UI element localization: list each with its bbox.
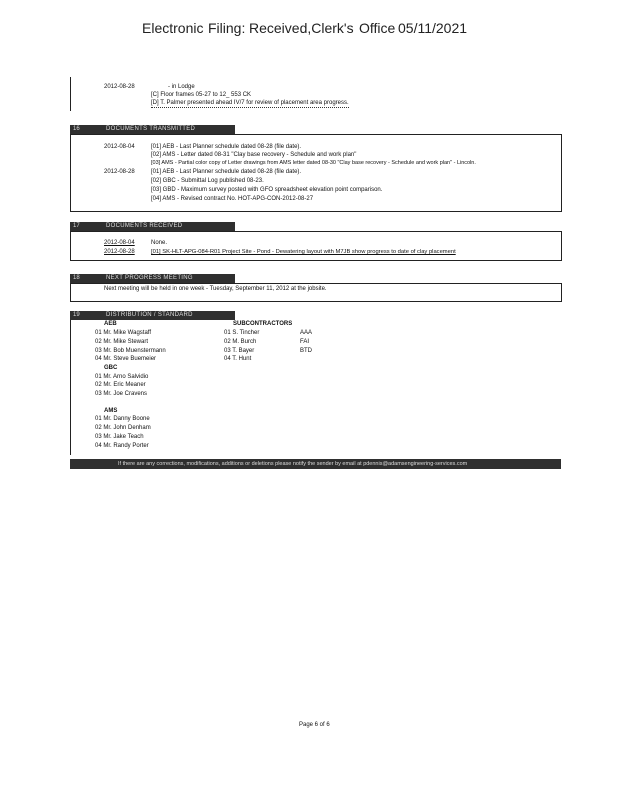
section-16-box xyxy=(70,134,562,212)
corrections-notice-text: If there are any corrections, modifications, additions or deletions please notify the sender by email at pdennis@adamsengineering-services.com xyxy=(118,461,468,467)
s18-text: Next meeting will be held in one week - Tuesday, September 11, 2012 at the jobsite. xyxy=(104,286,327,292)
aeb-heading: AEB xyxy=(104,321,117,327)
sub-person-4: 04 T. Hunt xyxy=(224,356,252,362)
aeb-person-3: 03 Mr. Bob Muenstermann xyxy=(95,348,166,354)
sub-org-2: FAI xyxy=(300,339,310,345)
section-16-header xyxy=(70,125,235,134)
section-19-title: DISTRIBUTION / STANDARD xyxy=(106,312,193,318)
header-word-filing: Filing: xyxy=(208,20,246,36)
aeb-person-2: 02 Mr. Mike Stewart xyxy=(95,339,149,345)
s16-item-7: [04] AMS - Revised contract No. HOT-APG-CON-2012-08-27 xyxy=(151,196,314,202)
sub-person-3: 03 T. Bayer xyxy=(224,348,255,354)
top-date: 2012-08-28 xyxy=(104,84,135,90)
header-word-electronic: Electronic xyxy=(142,20,204,36)
sub-org-3: BTD xyxy=(300,348,312,354)
s17-date-1: 2012-08-04 xyxy=(104,240,135,246)
s16-item-1: [01] AEB - Last Planner schedule dated 08-28 (file date). xyxy=(151,144,302,150)
section-16-title: DOCUMENTS TRANSMITTED xyxy=(106,126,196,132)
section-17-number: 17 xyxy=(73,223,80,229)
sub-person-2: 02 M. Burch xyxy=(224,339,257,345)
header-date: 05/11/2021 xyxy=(398,20,468,36)
top-line-3: [D] T. Palmer presented ahead IV/7 for review of placement area progress. xyxy=(151,100,349,106)
header-word-office: Office xyxy=(359,20,396,36)
section-19-header xyxy=(70,311,235,320)
s16-item-4: [01] AEB - Last Planner schedule dated 08-28 (file date). xyxy=(151,169,302,175)
top-line-1: - in Lodge xyxy=(168,84,195,90)
section-17-header xyxy=(70,222,235,231)
s16-item-2: [02] AMS - Letter dated 08-31 "Clay base recovery - Schedule and work plan" xyxy=(151,152,357,158)
section-18-header xyxy=(70,274,235,283)
s17-date-2: 2012-08-28 xyxy=(104,249,135,255)
s16-item-3: [03] AMS - Partial color copy of Letter drawings from AMS letter dated 08-30 "Clay base recovery - Schedule and work plan" - Lincoln. xyxy=(151,160,476,166)
ams-person-1: 01 Mr. Danny Boone xyxy=(95,416,150,422)
section-17-box xyxy=(70,231,562,261)
header-word-received: Received,Clerk's xyxy=(249,20,354,36)
gbc-person-2: 02 Mr. Eric Meaner xyxy=(95,382,146,388)
section-18-title: NEXT PROGRESS MEETING xyxy=(106,275,193,281)
s17-item-2: [01] SK-HLT-APG-084-R01 Project Site - Pond - Dewatering layout with M7JB show progress to date of clay placement xyxy=(151,249,456,255)
gbc-person-1: 01 Mr. Arno Salvidio xyxy=(95,374,149,380)
section-16-number: 16 xyxy=(73,126,80,132)
corrections-notice-bar xyxy=(70,459,561,469)
filing-header xyxy=(0,20,618,40)
aeb-person-1: 01 Mr. Mike Wagstaff xyxy=(95,330,152,336)
aeb-person-4: 04 Mr. Steve Buemeier xyxy=(95,356,157,362)
subcontractors-heading: SUBCONTRACTORS xyxy=(233,321,293,327)
s16-date-1: 2012-08-04 xyxy=(104,144,135,150)
ams-heading: AMS xyxy=(104,408,118,414)
gbc-person-3: 03 Mr. Joe Cravens xyxy=(95,391,148,397)
ams-person-2: 02 Mr. John Denham xyxy=(95,425,151,431)
section-19-number: 19 xyxy=(73,312,80,318)
s16-date-2: 2012-08-28 xyxy=(104,169,135,175)
section-18-number: 18 xyxy=(73,275,80,281)
s17-item-1: None. xyxy=(151,240,168,246)
s16-item-5: [02] GBC - Submittal Log published 08-23. xyxy=(151,178,264,184)
top-line-2: [C] Floor frames 05-27 to 12_ 553 CK xyxy=(151,92,252,98)
section-17-title: DOCUMENTS RECEIVED xyxy=(106,223,183,229)
ams-person-4: 04 Mr. Randy Porter xyxy=(95,443,149,449)
s16-item-6: [03] GBD - Maximum survey posted with GFO spreadsheet elevation point comparison. xyxy=(151,187,383,193)
page-number: Page 6 of 6 xyxy=(299,722,330,728)
gbc-heading: GBC xyxy=(104,365,118,371)
sub-org-1: AAA xyxy=(300,330,313,336)
sub-person-1: 01 S. Tincher xyxy=(224,330,260,336)
ams-person-3: 03 Mr. Jake Teach xyxy=(95,434,144,440)
